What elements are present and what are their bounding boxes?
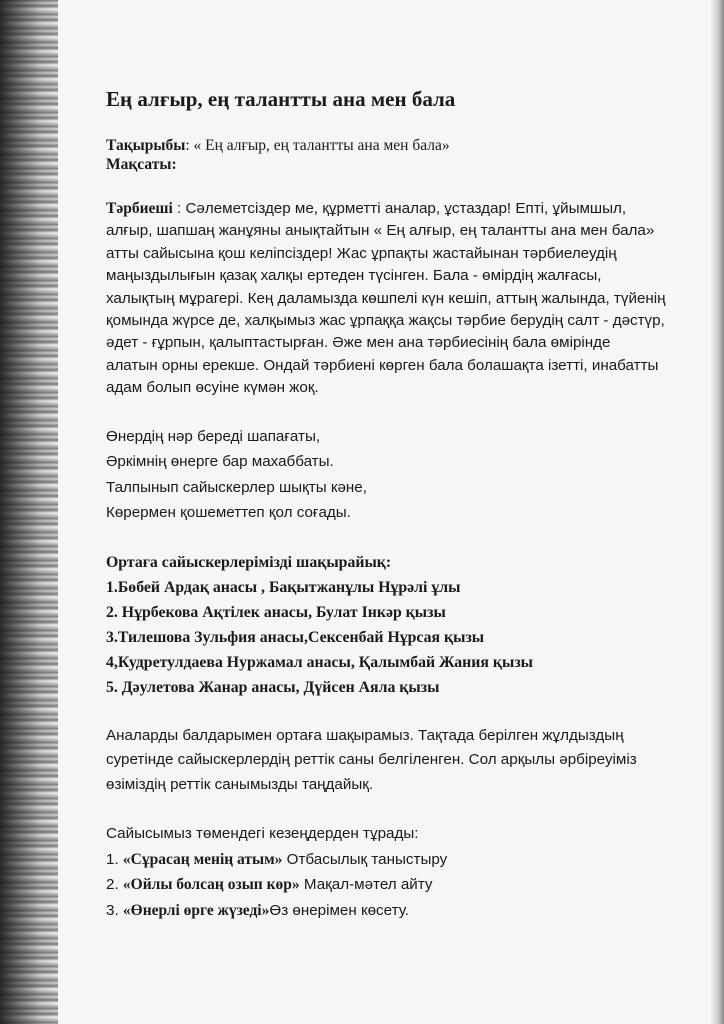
stage-title: «Өнерлі өрге жүзеді» [122,901,270,919]
stage-item: 1. «Сұрасаң менің атым» Отбасылық таныстыру [106,850,448,868]
contestants-heading: Ортаға сайыскерлерімізді шақырайық: [106,553,392,571]
scan-shadow-right [710,0,724,1024]
stages-heading: Сайысымыз төмендегі кезеңдерден тұрады: [106,825,419,843]
poem [106,424,666,526]
invite-paragraph: Аналарды балдарымен ортаға шақырамыз. Тақтада берілген жұлдыздың суретінде сайыскерлердің реттік саны белгіленген. Сол арқылы әрбіреуіміз өзіміздің реттік санымызды таңдайық. [106,726,637,793]
stages-list [106,821,666,923]
stage-item: 3. «Өнерлі өрге жүзеді»Өз өнерімен көсету. [106,901,410,919]
goal-label: Мақсаты: [106,156,177,173]
contestants-list [106,550,666,700]
topic-label: Тақырыбы [106,137,186,154]
poem-line: Көрермен қошеметтеп қол соғады. [106,504,351,522]
scan-shadow-left [0,0,58,1024]
topic-value: : « Ең алғыр, ең талантты ана мен бала» [185,137,450,154]
contestant-item: 1.Бөбей Ардақ анасы , Бақытжанұлы Нұрәлі ұлы [106,578,461,596]
intro-paragraph [106,198,666,400]
document-page [106,86,666,923]
intro-text: : Сәлеметсіздер ме, құрметті аналар, ұстаздар! Епті, ұйымшыл, алғыр, шапшаң жанұяны анықтайтын « Ең алғыр, ең талантты ана мен бала» атты сайысына қош келіпсіздер! Жас ұрпақты жастайынан тәрбиелеудің маңыздылығын қазақ халқы ертеден түсінген. Бала - өмірдің жалғасы, халықтың мұрагері. Кең даламызда көшпелі күн кешіп, аттың жалында, түйенің қомында жүрсе де, халқымыз жас ұрпаққа жақсы тәрбие берудің салт - дәстүр, әдет - ғұрпын, қалыптастырған. Әже мен ана тәрбиесінің бала өмірінде алатын орны ерекше. Ондай тәрбиені көрген бала болашақта ізетті, инабатты адам болып өсуіне күмән жоқ. [106,200,666,397]
contestant-item: 2. Нұрбекова Ақтілек анасы, Булат Інкәр қызы [106,603,446,621]
speaker-label: Тәрбиеші [106,200,173,217]
poem-line: Өнердің нәр береді шапағаты, [106,427,321,445]
stage-item: 2. «Ойлы болсаң озып көр» Мақал-мәтел айту [106,876,433,894]
document-title: Ең алғыр, ең талантты ана мен бала [106,87,456,111]
poem-line: Әркімнің өнерге бар махаббаты. [106,453,334,471]
stage-title: «Ойлы болсаң озып көр» [122,876,300,894]
contestant-item: 5. Дәулетова Жанар анасы, Дүйсен Аяла қызы [106,678,440,696]
topic-line [106,136,666,155]
poem-line: Талпынып сайыскерлер шықты кәне, [106,478,367,496]
stage-title: «Сұрасаң менің атым» [122,850,283,868]
contestant-item: 3.Тилешова Зульфия анасы,Сексенбай Нұрсая қызы [106,628,485,646]
contestant-item: 4,Кудретулдаева Нуржамал анасы, Қалымбай Жания қызы [106,653,534,671]
